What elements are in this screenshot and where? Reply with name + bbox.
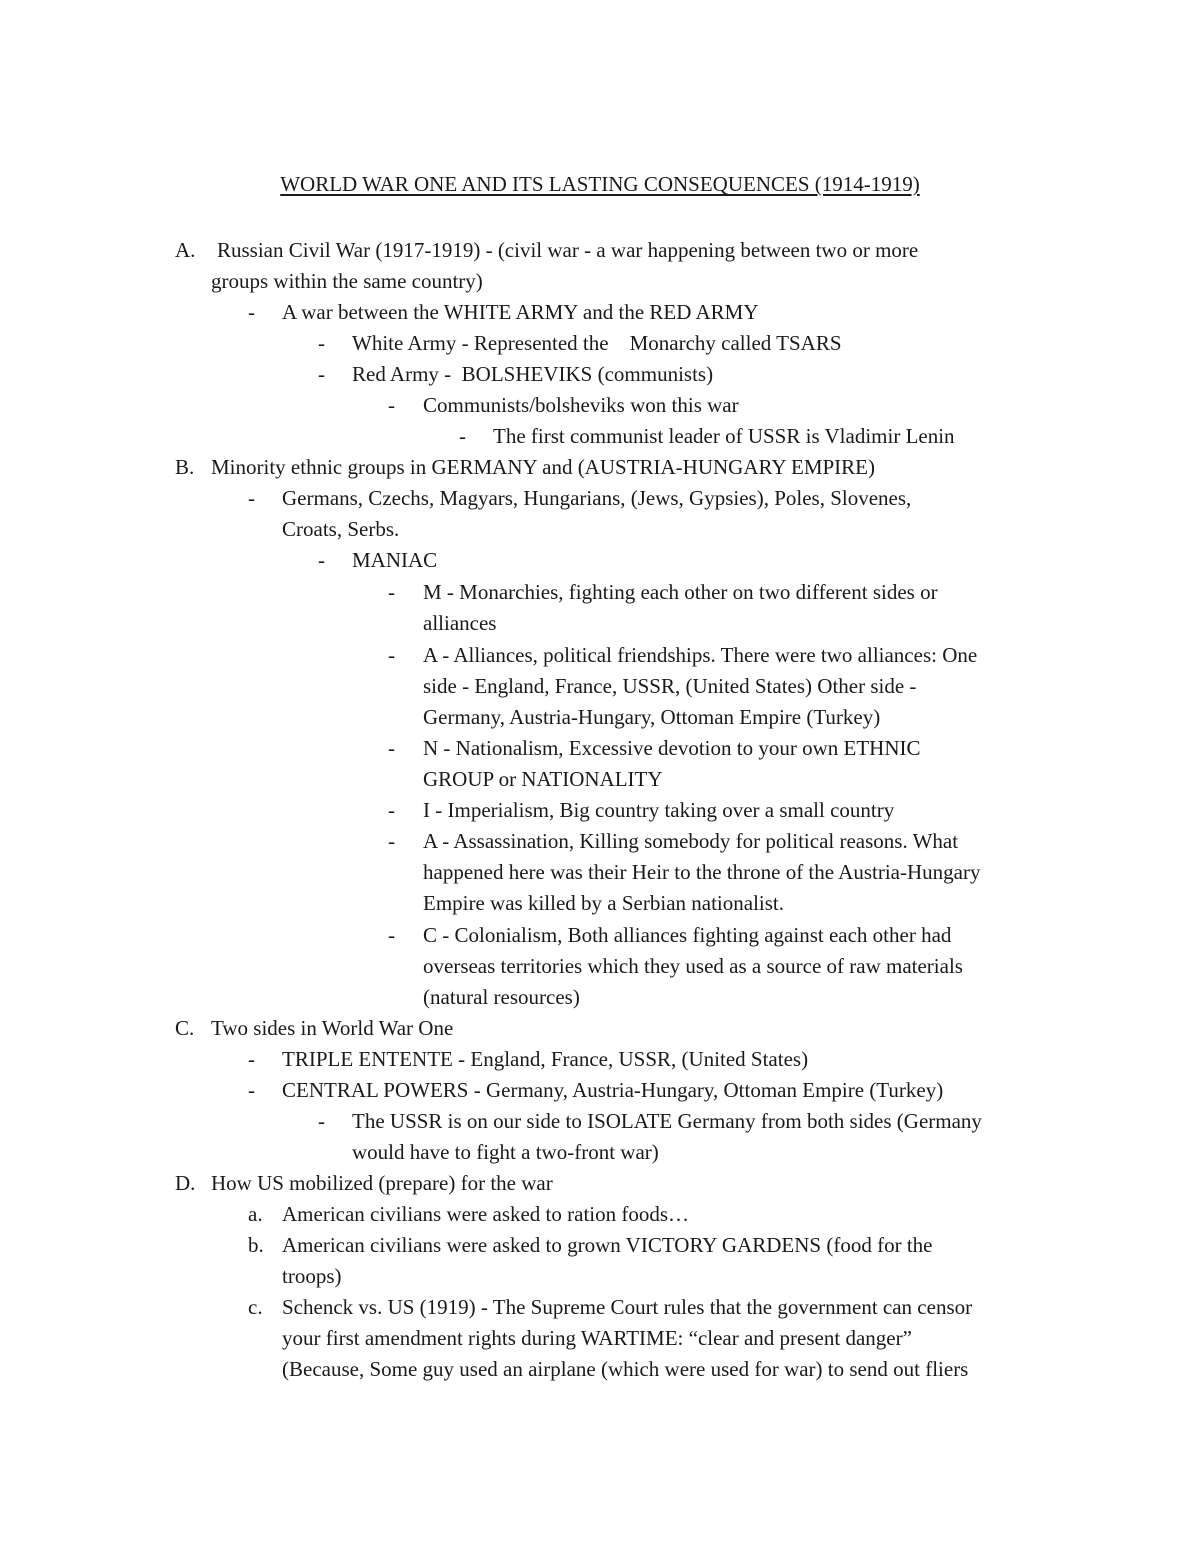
list-item: Communists/bolsheviks won this war (423, 393, 739, 417)
list-item: M - Monarchies, fighting each other on two different sides or (423, 580, 938, 604)
list-item-continuation: overseas territories which they used as a source of raw materials (423, 954, 963, 978)
bullet-dash: - (388, 736, 395, 760)
list-item: N - Nationalism, Excessive devotion to your own ETHNIC (423, 736, 921, 760)
list-item: Germans, Czechs, Magyars, Hungarians, (Jews, Gypsies), Poles, Slovenes, (282, 486, 912, 510)
bullet-dash: - (318, 1109, 325, 1133)
section-c-heading: Two sides in World War One (211, 1016, 454, 1040)
list-item-continuation: (natural resources) (423, 985, 580, 1009)
list-item: C - Colonialism, Both alliances fighting against each other had (423, 923, 952, 947)
section-b-heading: Minority ethnic groups in GERMANY and (AUSTRIA-HUNGARY EMPIRE) (211, 455, 875, 479)
list-item: I - Imperialism, Big country taking over a small country (423, 798, 895, 822)
bullet-dash: - (318, 362, 325, 386)
list-item-continuation: Croats, Serbs. (282, 517, 400, 541)
list-item-continuation: would have to fight a two-front war) (352, 1140, 659, 1164)
bullet-dash: - (388, 923, 395, 947)
list-item-continuation: troops) (282, 1264, 342, 1288)
list-item-continuation: GROUP or NATIONALITY (423, 767, 663, 791)
bullet-dash: - (388, 643, 395, 667)
bullet-dash: - (248, 300, 255, 324)
section-c-marker: C. (175, 1016, 195, 1040)
bullet-dash: - (248, 486, 255, 510)
list-item: A - Assassination, Killing somebody for political reasons. What (423, 829, 959, 853)
list-letter-marker: c. (248, 1295, 263, 1319)
list-letter-marker: b. (248, 1233, 264, 1257)
list-item-continuation: your first amendment rights during WARTIME: “clear and present danger” (282, 1326, 912, 1350)
list-item-continuation: alliances (423, 611, 497, 635)
list-item: White Army - Represented the Monarchy called TSARS (352, 331, 842, 355)
section-b-marker: B. (175, 455, 195, 479)
list-item: A war between the WHITE ARMY and the RED ARMY (282, 300, 759, 324)
list-item: Red Army - BOLSHEVIKS (communists) (352, 362, 714, 386)
list-item: A - Alliances, political friendships. There were two alliances: One (423, 643, 978, 667)
document-title: WORLD WAR ONE AND ITS LASTING CONSEQUENCES (1914-1919) (280, 172, 920, 196)
list-item: The first communist leader of USSR is Vladimir Lenin (493, 424, 955, 448)
bullet-dash: - (318, 331, 325, 355)
list-item: The USSR is on our side to ISOLATE Germany from both sides (Germany (352, 1109, 982, 1133)
section-d-heading: How US mobilized (prepare) for the war (211, 1171, 553, 1195)
list-item: American civilians were asked to ration foods… (282, 1202, 690, 1226)
list-letter-marker: a. (248, 1202, 263, 1226)
bullet-dash: - (318, 548, 325, 572)
list-item: Schenck vs. US (1919) - The Supreme Court rules that the government can censor (282, 1295, 973, 1319)
bullet-dash: - (388, 393, 395, 417)
section-a-heading-line-2: groups within the same country) (211, 269, 483, 293)
list-item-continuation: Germany, Austria-Hungary, Ottoman Empire (Turkey) (423, 705, 881, 729)
list-item: American civilians were asked to grown VICTORY GARDENS (food for the (282, 1233, 933, 1257)
bullet-dash: - (388, 580, 395, 604)
list-item-continuation: (Because, Some guy used an airplane (which were used for war) to send out fliers (282, 1357, 969, 1381)
list-item: MANIAC (352, 548, 438, 572)
list-item-continuation: happened here was their Heir to the throne of the Austria-Hungary (423, 860, 981, 884)
list-item-continuation: Empire was killed by a Serbian nationalist. (423, 891, 784, 915)
section-a-heading-line-1: Russian Civil War (1917-1919) - (civil war - a war happening between two or more (217, 238, 919, 262)
bullet-dash: - (459, 424, 466, 448)
list-item-continuation: side - England, France, USSR, (United States) Other side - (423, 674, 917, 698)
bullet-dash: - (388, 798, 395, 822)
bullet-dash: - (388, 829, 395, 853)
list-item: TRIPLE ENTENTE - England, France, USSR, (United States) (282, 1047, 809, 1071)
list-item: CENTRAL POWERS - Germany, Austria-Hungary, Ottoman Empire (Turkey) (282, 1078, 944, 1102)
section-d-marker: D. (175, 1171, 196, 1195)
section-a-marker: A. (175, 238, 196, 262)
bullet-dash: - (248, 1047, 255, 1071)
bullet-dash: - (248, 1078, 255, 1102)
